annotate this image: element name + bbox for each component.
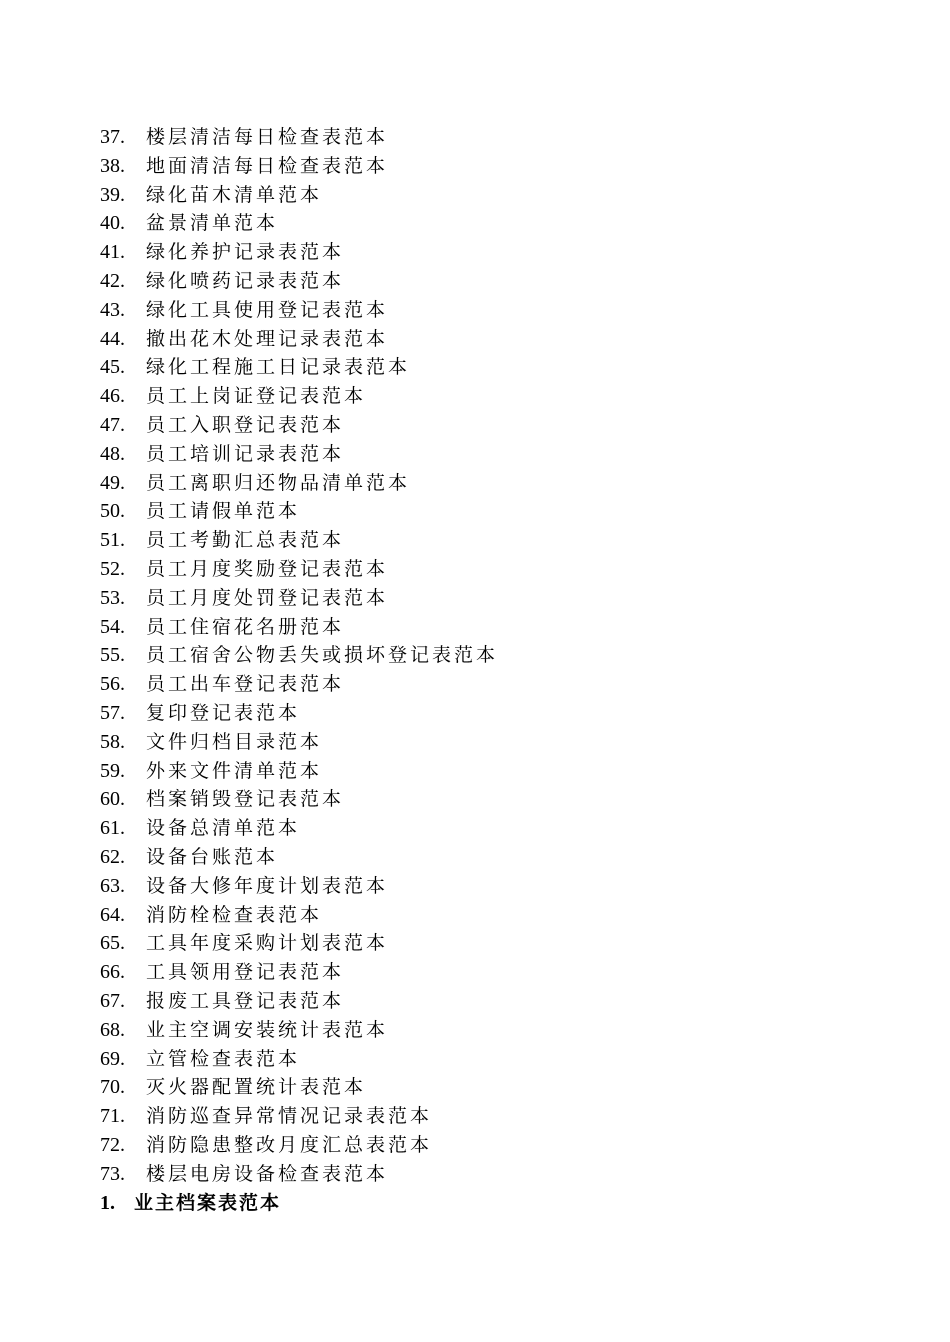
toc-item-number: 51. bbox=[100, 529, 125, 552]
toc-item-title: 员工入职登记表范本 bbox=[146, 413, 345, 436]
toc-item-title: 消防隐患整改月度汇总表范本 bbox=[146, 1133, 433, 1156]
toc-item-title: 绿化养护记录表范本 bbox=[146, 241, 345, 264]
toc-item-title: 员工宿舍公物丢失或损坏登记表范本 bbox=[146, 644, 499, 667]
toc-item-title: 员工住宿花名册范本 bbox=[146, 615, 345, 638]
toc-item bbox=[100, 699, 498, 728]
toc-item-number: 72. bbox=[100, 1133, 125, 1156]
toc-item-title: 设备大修年度计划表范本 bbox=[146, 874, 389, 897]
toc-item-number: 62. bbox=[100, 845, 125, 868]
toc-item-number: 54. bbox=[100, 615, 125, 638]
toc-item bbox=[100, 785, 498, 814]
toc-item-title: 消防巡查异常情况记录表范本 bbox=[146, 1105, 433, 1128]
toc-item bbox=[100, 353, 498, 382]
toc-item-title: 绿化喷药记录表范本 bbox=[146, 269, 345, 292]
toc-item bbox=[100, 901, 498, 930]
toc-item-number: 56. bbox=[100, 673, 125, 696]
toc-item bbox=[100, 958, 498, 987]
toc-item-title: 设备台账范本 bbox=[146, 845, 279, 868]
toc-item-number: 65. bbox=[100, 932, 125, 955]
toc-item-number: 42. bbox=[100, 269, 125, 292]
toc-item-title: 业主空调安装统计表范本 bbox=[146, 1018, 389, 1041]
toc-item bbox=[100, 411, 498, 440]
toc-item-number: 48. bbox=[100, 442, 125, 465]
toc-item-title: 设备总清单范本 bbox=[146, 817, 301, 840]
toc-item-title: 绿化苗木清单范本 bbox=[146, 183, 323, 206]
toc-item-title: 灭火器配置统计表范本 bbox=[146, 1076, 367, 1099]
toc-item-number: 68. bbox=[100, 1018, 125, 1041]
section-heading-number: 1. bbox=[100, 1192, 115, 1214]
toc-item-number: 37. bbox=[100, 126, 125, 148]
toc-item-title: 绿化工程施工日记录表范本 bbox=[146, 356, 411, 379]
toc-item bbox=[100, 872, 498, 901]
toc-item-title: 文件归档目录范本 bbox=[146, 730, 323, 753]
toc-item-title: 工具领用登记表范本 bbox=[146, 961, 345, 984]
toc-item-title: 员工考勤汇总表范本 bbox=[146, 529, 345, 552]
toc-item bbox=[100, 296, 498, 325]
toc-item-number: 63. bbox=[100, 874, 125, 897]
toc-item-number: 59. bbox=[100, 759, 125, 782]
toc-item-number: 40. bbox=[100, 212, 125, 235]
toc-item bbox=[100, 1073, 498, 1102]
toc-item bbox=[100, 613, 498, 642]
toc-item bbox=[100, 641, 498, 670]
toc-item-number: 47. bbox=[100, 413, 125, 436]
toc-item-title: 撤出花木处理记录表范本 bbox=[146, 327, 389, 350]
toc-item-number: 53. bbox=[100, 586, 125, 609]
toc-item bbox=[100, 584, 498, 613]
toc-item-number: 66. bbox=[100, 961, 125, 984]
toc-item bbox=[100, 555, 498, 584]
toc-item-number: 39. bbox=[100, 183, 125, 206]
toc-item-number: 69. bbox=[100, 1047, 125, 1070]
toc-item-title: 楼层电房设备检查表范本 bbox=[146, 1162, 389, 1185]
toc-item bbox=[100, 152, 498, 181]
section-heading bbox=[100, 1189, 281, 1217]
toc-item-number: 52. bbox=[100, 557, 125, 580]
toc-item bbox=[100, 757, 498, 786]
toc-item-title: 立管检查表范本 bbox=[146, 1047, 301, 1070]
toc-item-number: 70. bbox=[100, 1076, 125, 1099]
toc-item-title: 楼层清洁每日检查表范本 bbox=[146, 126, 389, 148]
toc-item-title: 员工月度处罚登记表范本 bbox=[146, 586, 389, 609]
toc-item-title: 员工月度奖励登记表范本 bbox=[146, 557, 389, 580]
toc-item-title: 报废工具登记表范本 bbox=[146, 989, 345, 1012]
toc-item-title: 员工请假单范本 bbox=[146, 500, 301, 523]
toc-item bbox=[100, 497, 498, 526]
toc-item-title: 员工出车登记表范本 bbox=[146, 673, 345, 696]
toc-item-number: 64. bbox=[100, 903, 125, 926]
toc-item bbox=[100, 526, 498, 555]
toc-item-number: 49. bbox=[100, 471, 125, 494]
toc-item bbox=[100, 267, 498, 296]
toc-item bbox=[100, 238, 498, 267]
toc-item bbox=[100, 814, 498, 843]
toc-item bbox=[100, 325, 498, 354]
toc-item-number: 41. bbox=[100, 241, 125, 264]
toc-item-number: 44. bbox=[100, 327, 125, 350]
toc-item bbox=[100, 1102, 498, 1131]
toc-item bbox=[100, 1016, 498, 1045]
toc-item bbox=[100, 728, 498, 757]
toc-item-title: 档案销毁登记表范本 bbox=[146, 788, 345, 811]
toc-item-title: 外来文件清单范本 bbox=[146, 759, 323, 782]
toc-item bbox=[100, 382, 498, 411]
section-heading-title: 业主档案表范本 bbox=[134, 1192, 282, 1214]
toc-item-number: 38. bbox=[100, 154, 125, 177]
toc-item-number: 46. bbox=[100, 385, 125, 408]
toc-item-number: 50. bbox=[100, 500, 125, 523]
toc-item-number: 71. bbox=[100, 1105, 125, 1128]
toc-item-title: 绿化工具使用登记表范本 bbox=[146, 298, 389, 321]
toc-item bbox=[100, 987, 498, 1016]
toc-item-number: 73. bbox=[100, 1162, 125, 1185]
toc-item-title: 盆景清单范本 bbox=[146, 212, 279, 235]
toc-item bbox=[100, 1160, 498, 1189]
toc-item bbox=[100, 670, 498, 699]
toc-item bbox=[100, 181, 498, 210]
toc-item-number: 67. bbox=[100, 989, 125, 1012]
toc-item-number: 43. bbox=[100, 298, 125, 321]
toc-item bbox=[100, 1045, 498, 1074]
toc-item-number: 55. bbox=[100, 644, 125, 667]
toc-item-number: 45. bbox=[100, 356, 125, 379]
toc-item bbox=[100, 843, 498, 872]
toc-item-title: 复印登记表范本 bbox=[146, 701, 301, 724]
toc-item-number: 57. bbox=[100, 701, 125, 724]
toc-item-number: 60. bbox=[100, 788, 125, 811]
toc-item bbox=[100, 440, 498, 469]
toc-item-number: 58. bbox=[100, 730, 125, 753]
toc-item-title: 消防栓检查表范本 bbox=[146, 903, 323, 926]
toc-item-number: 61. bbox=[100, 817, 125, 840]
toc-item bbox=[100, 469, 498, 498]
toc-item-title: 地面清洁每日检查表范本 bbox=[146, 154, 389, 177]
toc-item-title: 员工离职归还物品清单范本 bbox=[146, 471, 411, 494]
toc-item-title: 员工培训记录表范本 bbox=[146, 442, 345, 465]
toc-item bbox=[100, 929, 498, 958]
toc-item bbox=[100, 1131, 498, 1160]
toc-item-title: 工具年度采购计划表范本 bbox=[146, 932, 389, 955]
toc-item bbox=[100, 209, 498, 238]
toc-item-title: 员工上岗证登记表范本 bbox=[146, 385, 367, 408]
toc-item bbox=[100, 123, 498, 152]
table-of-contents bbox=[100, 123, 498, 1188]
